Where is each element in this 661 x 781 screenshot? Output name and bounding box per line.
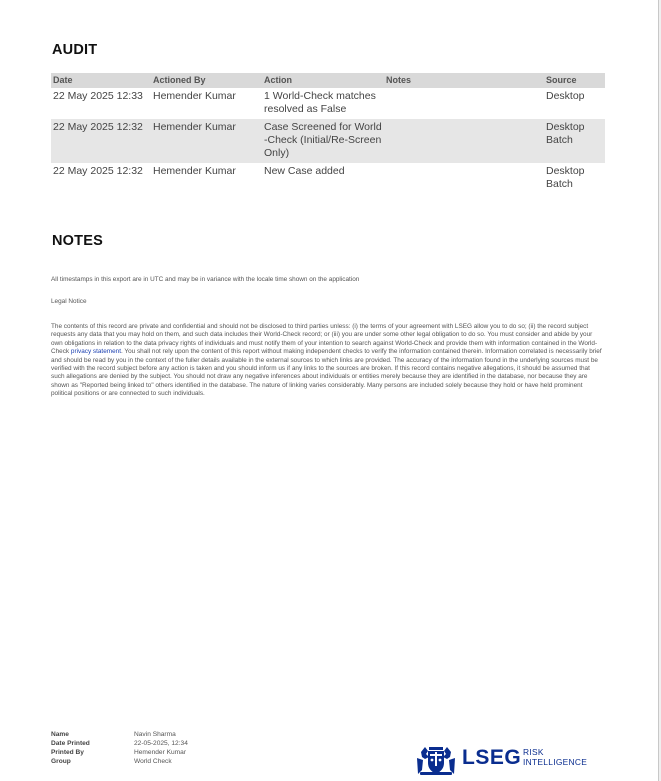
audit-heading: AUDIT: [52, 42, 98, 58]
column-header-notes: Notes: [384, 73, 544, 88]
cell-actioned-by: Hemender Kumar: [153, 90, 236, 102]
column-header-actioned-by: Actioned By: [151, 73, 262, 88]
notes-heading: NOTES: [52, 233, 103, 249]
lseg-wordmark: LSEG: [462, 746, 522, 769]
intelligence-label: INTELLIGENCE: [523, 756, 588, 767]
date-printed-label: Date Printed: [51, 740, 90, 747]
risk-intelligence-label: [523, 748, 587, 767]
column-header-date: Date: [51, 73, 151, 88]
cell-source: Desktop Batch: [546, 165, 585, 190]
date-printed-value: 22-05-2025, 12:34: [134, 740, 188, 747]
lseg-logo: [414, 744, 594, 776]
cell-action: Case Screened for World-Check (Initial/Re-Screen Only): [262, 119, 384, 163]
privacy-statement-link[interactable]: privacy statement: [70, 348, 121, 356]
cell-action: 1 World-Check matches resolved as False: [264, 90, 376, 115]
table-row: [51, 119, 605, 163]
cell-notes: [384, 163, 544, 194]
page-edge: [658, 0, 659, 781]
cell-notes: [384, 119, 544, 163]
cell-source: Desktop Batch: [544, 119, 605, 163]
legal-notice-text: [51, 323, 605, 399]
column-header-source: Source: [544, 73, 605, 88]
cell-date: 22 May 2025 12:33: [53, 90, 143, 102]
legal-notice-heading: Legal Notice: [51, 298, 87, 305]
name-value: Navin Sharma: [134, 731, 176, 738]
column-header-action: Action: [262, 73, 384, 88]
cell-date: 22 May 2025 12:32: [53, 165, 143, 177]
cell-notes: [384, 88, 544, 119]
cell-source: Desktop: [546, 90, 585, 102]
cell-actioned-by: Hemender Kumar: [151, 119, 262, 163]
table-row: [51, 88, 605, 119]
cell-date: 22 May 2025 12:32: [51, 119, 151, 163]
name-label: Name: [51, 731, 69, 738]
crest-icon: [414, 744, 458, 776]
risk-label: RISK: [523, 747, 544, 757]
audit-table: [51, 73, 605, 194]
printed-by-value: Hemender Kumar: [134, 749, 187, 756]
group-value: World Check: [134, 758, 172, 765]
timestamp-note: All timestamps in this export are in UTC and may be in variance with the locale time shown on the application: [51, 276, 360, 283]
cell-actioned-by: Hemender Kumar: [153, 165, 236, 177]
table-row: [51, 163, 605, 194]
legal-text-part-1: The contents of this record are private and confidential and should not be disclosed to third parties unless: (i) the terms of your agreement with LSEG allow you to do so; (ii) the record subject requests any data that you may hold on them, and such data includes their World-Check record; or (iii) you are under some other legal obligation to do so. You must consider and abide by your own obligations in relation to the data privacy rights of individuals and must notify them of your intention to search against World-Check and provide them with information contained in the World-Check: [51, 323, 598, 356]
legal-text-part-2: . You shall not rely upon the content of this report without making independent checks to verify the information contained therein. Information correlated is necessarily brief and should be read by you in the context of the fuller details available in the external sources to which links are provided. The accuracy of the information found in the underlying sources must be verified with the record subject before any action is taken and you should inform us if any links to the sources are broken. If this record contains negative allegations, it should be assumed that such allegations are denied by the subject. You should not draw any negative inferences about individuals or entities merely because they are identified in the database, nor because they are shown as "Reported being linked to" others identified in the database. The nature of linking varies considerably. Many persons are included solely because they hold or have held prominent political positions or are connected to such individuals.: [51, 348, 602, 398]
printed-by-label: Printed By: [51, 749, 84, 756]
audit-header-row: [51, 73, 605, 88]
cell-action: New Case added: [264, 165, 345, 177]
group-label: Group: [51, 758, 71, 765]
